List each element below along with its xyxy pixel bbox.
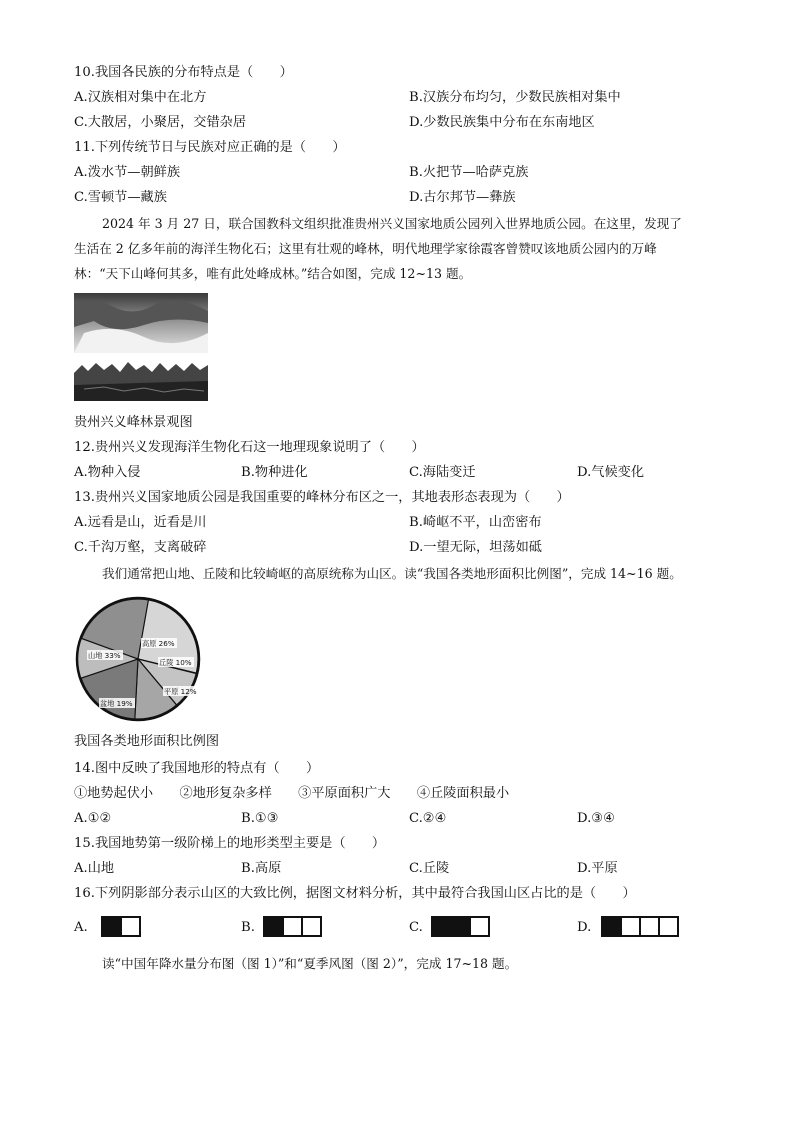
q10-option-d: D.少数民族集中分布在东南地区 (409, 115, 595, 130)
q15-stem: 15.我国地势第一级阶梯上的地形类型主要是（ ） (74, 836, 386, 851)
q16-option-d-bars (603, 916, 679, 937)
q16-option-d-label: D. (577, 920, 592, 935)
q16-option-c-label: C. (409, 920, 423, 935)
empty-box (469, 916, 490, 937)
q12-option-d: D.气候变化 (577, 465, 645, 480)
terrain-pie-chart (74, 595, 202, 723)
pie-label-hill: 丘陵 10% (159, 658, 192, 667)
q14-option-d: D.③④ (577, 811, 615, 826)
q16-option-c-bars (433, 916, 490, 937)
pie-caption: 我国各类地形面积比例图 (74, 734, 220, 749)
shaded-box (101, 916, 122, 937)
q12-option-a: A.物种入侵 (74, 465, 141, 480)
q11-option-b: B.火把节—哈萨克族 (409, 165, 529, 180)
pie-label-basin: 盆地 19% (100, 699, 133, 708)
q13-option-d: D.一望无际，坦荡如砥 (409, 540, 542, 555)
photo-caption: 贵州兴义峰林景观图 (74, 415, 193, 430)
q14-statements: ①地势起伏小 ②地形复杂多样 ③平原面积广大 ④丘陵面积最小 (74, 786, 510, 801)
q11-option-c: C.雪顿节—藏族 (74, 190, 167, 205)
q15-option-a: A.山地 (74, 861, 115, 876)
q13-option-b: B.崎岖不平，山峦密布 (409, 515, 542, 530)
q14-option-a: A.①② (74, 811, 112, 826)
intro-12-13-line3: 林：“天下山峰何其多，唯有此处峰成林。”结合如图，完成 12~13 题。 (74, 266, 472, 281)
empty-box (301, 916, 322, 937)
empty-box (658, 916, 679, 937)
q11-option-d: D.古尔邦节—彝族 (409, 190, 516, 205)
q16-option-a-label: A. (74, 920, 88, 935)
q14-option-c: C.②④ (409, 811, 447, 826)
q16-option-a-bars (103, 916, 141, 937)
pie-label-mountain: 山地 33% (88, 651, 121, 660)
q12-stem: 12.贵州兴义发现海洋生物化石这一地理现象说明了（ ） (74, 440, 425, 455)
q16-option-b-label: B. (241, 920, 255, 935)
q15-option-b: B.高原 (241, 861, 282, 876)
q14-option-b: B.①③ (241, 811, 279, 826)
q15-option-c: C.丘陵 (409, 861, 450, 876)
empty-box (120, 916, 141, 937)
shaded-box (601, 916, 622, 937)
q14-stem: 14.图中反映了我国地形的特点有（ ） (74, 761, 320, 776)
q16-option-b-bars (265, 916, 322, 937)
q11-stem: 11.下列传统节日与民族对应正确的是（ ） (74, 140, 346, 155)
pie-label-plain: 平原 12% (164, 687, 197, 696)
intro-12-13-line1: 2024 年 3 月 27 日，联合国教科文组织批准贵州兴义国家地质公园列入世界地质公园。在这里，发现了 (102, 216, 682, 231)
q16-stem: 16.下列阴影部分表示山区的大致比例，据图文材料分析，其中最符合我国山区占比的是（ ） (74, 886, 636, 901)
q13-stem: 13.贵州兴义国家地质公园是我国重要的峰林分布区之一，其地表形态表现为（ ） (74, 490, 570, 505)
q10-option-a: A.汉族相对集中在北方 (74, 90, 207, 105)
shaded-box (263, 916, 284, 937)
q10-option-c: C.大散居，小聚居，交错杂居 (74, 115, 247, 130)
q13-option-c: C.千沟万壑，支离破碎 (74, 540, 207, 555)
q15-option-d: D.平原 (577, 861, 618, 876)
empty-box (282, 916, 303, 937)
peak-forest-photo (74, 293, 208, 401)
pie-label-plateau: 高原 26% (142, 639, 175, 648)
empty-box (620, 916, 641, 937)
q12-option-b: B.物种进化 (241, 465, 308, 480)
q11-option-a: A.泼水节—朝鲜族 (74, 165, 181, 180)
q10-option-b: B.汉族分布均匀，少数民族相对集中 (409, 90, 621, 105)
q12-option-c: C.海陆变迁 (409, 465, 476, 480)
empty-box (639, 916, 660, 937)
intro-12-13-line2: 生活在 2 亿多年前的海洋生物化石；这里有壮观的峰林，明代地理学家徐霞客曾赞叹该地质公园内的万峰 (74, 241, 657, 256)
shaded-box (431, 916, 452, 937)
q13-option-a: A.远看是山，近看是川 (74, 515, 207, 530)
shaded-box (450, 916, 471, 937)
intro-17-18: 读“中国年降水量分布图（图 1）”和“夏季风图（图 2）”，完成 17~18 题。 (102, 956, 518, 971)
intro-14-16: 我们通常把山地、丘陵和比较崎岖的高原统称为山区。读“我国各类地形面积比例图”，完成 14~16 题。 (102, 566, 682, 581)
q10-stem: 10.我国各民族的分布特点是（ ） (74, 65, 293, 80)
